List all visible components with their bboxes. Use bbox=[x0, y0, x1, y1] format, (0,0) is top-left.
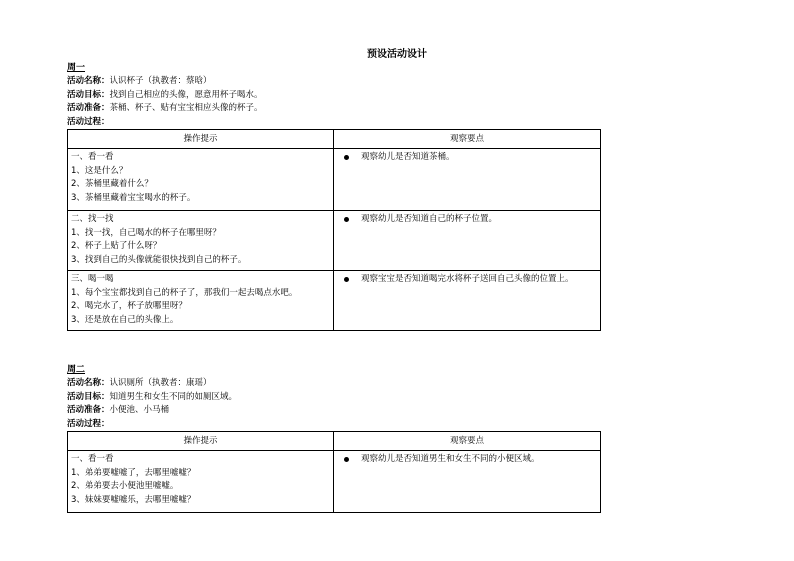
obs-text: 观察宝宝是否知道喝完水将杯子送回自己头像的位置上。 bbox=[361, 274, 574, 284]
header-ops: 操作提示 bbox=[68, 130, 334, 149]
op-step: 3、茶桶里藏着宝宝喝水的杯子。 bbox=[71, 192, 196, 203]
table-row bbox=[68, 211, 601, 271]
activity-name-value: 认识杯子（执教者：蔡晗） bbox=[109, 76, 212, 86]
activity-goal-value: 知道男生和女生不同的如厕区域。 bbox=[109, 391, 238, 402]
bullet-icon bbox=[344, 155, 349, 160]
activity-prep-line bbox=[67, 102, 607, 116]
ops-cell bbox=[68, 271, 334, 331]
activity-goal-line bbox=[67, 391, 607, 405]
activity-name-line bbox=[67, 377, 607, 391]
op-step-title: 二、找一找 bbox=[71, 214, 114, 224]
activity-prep-line bbox=[67, 404, 607, 418]
obs-item bbox=[344, 453, 597, 467]
ops-cell bbox=[68, 211, 334, 271]
activity-goal-label: 活动目标： bbox=[67, 89, 110, 100]
activity-goal-line bbox=[67, 89, 607, 103]
activity-process-label: 活动过程： bbox=[67, 116, 110, 127]
header-obs: 观察要点 bbox=[334, 130, 601, 149]
op-step: 3、找到自己的头像就能很快找到自己的杯子。 bbox=[71, 254, 247, 265]
op-step: 2、弟弟要去小便池里嘘嘘。 bbox=[71, 481, 179, 491]
obs-text: 观察幼儿是否知道自己的杯子位置。 bbox=[361, 214, 498, 224]
bullet-icon bbox=[344, 277, 349, 282]
day-label: 周一 bbox=[67, 63, 86, 73]
header-obs: 观察要点 bbox=[334, 432, 601, 451]
activity-name-value: 认识厕所（执教者：康瑶） bbox=[109, 378, 212, 388]
table-header-row bbox=[68, 130, 601, 149]
bullet-icon bbox=[344, 457, 349, 462]
op-step-title: 一、看一看 bbox=[71, 454, 114, 464]
table-row bbox=[68, 149, 601, 211]
op-step: 2、茶桶里藏着什么？ bbox=[71, 179, 153, 189]
op-step: 3、还是放在自己的头像上。 bbox=[71, 314, 179, 325]
activity-name-label: 活动名称： bbox=[67, 378, 110, 388]
activity-name-label: 活动名称： bbox=[67, 76, 110, 86]
table-row bbox=[68, 451, 601, 513]
activity-name-line bbox=[67, 75, 607, 89]
document-title: 预设活动设计 bbox=[367, 49, 427, 60]
obs-cell bbox=[334, 271, 601, 331]
obs-item bbox=[344, 273, 597, 287]
activity-prep-label: 活动准备： bbox=[67, 405, 110, 415]
activity-table bbox=[67, 129, 601, 331]
op-step-title: 一、看一看 bbox=[71, 152, 114, 162]
op-step: 2、杯子上贴了什么呀？ bbox=[71, 241, 162, 251]
table-header-row bbox=[68, 432, 601, 451]
obs-text: 观察幼儿是否知道男生和女生不同的小便区域。 bbox=[361, 454, 540, 464]
op-step: 3、妹妹要嘘嘘乐，去哪里嘘嘘？ bbox=[71, 494, 196, 505]
op-step: 1、弟弟要嘘嘘了，去哪里嘘嘘？ bbox=[71, 467, 196, 478]
activity-table bbox=[67, 431, 601, 513]
activity-process-line bbox=[67, 116, 607, 130]
obs-cell bbox=[334, 149, 601, 211]
day-label: 周二 bbox=[67, 365, 86, 375]
op-step: 1、这是什么？ bbox=[71, 165, 128, 176]
activity-prep-value: 小便池、小马桶 bbox=[109, 405, 170, 415]
op-step-title: 三、喝一喝 bbox=[71, 274, 114, 284]
table-row bbox=[68, 271, 601, 331]
activity-process-label: 活动过程： bbox=[67, 418, 110, 429]
obs-cell bbox=[334, 451, 601, 513]
header-ops: 操作提示 bbox=[68, 432, 334, 451]
obs-item bbox=[344, 151, 597, 165]
ops-cell bbox=[68, 149, 334, 211]
bullet-icon bbox=[344, 217, 349, 222]
activity-prep-label: 活动准备： bbox=[67, 103, 110, 113]
activity-goal-value: 找到自己相应的头像，愿意用杯子喝水。 bbox=[109, 89, 263, 100]
obs-cell bbox=[334, 211, 601, 271]
activity-goal-label: 活动目标： bbox=[67, 391, 110, 402]
week-section-monday bbox=[67, 62, 607, 331]
op-step: 1、每个宝宝都找到自己的杯子了，那我们一起去喝点水吧。 bbox=[71, 287, 298, 298]
op-step: 2、喝完水了，杯子放哪里呀？ bbox=[71, 301, 187, 311]
activity-process-line bbox=[67, 418, 607, 432]
obs-item bbox=[344, 213, 597, 227]
ops-cell bbox=[68, 451, 334, 513]
obs-text: 观察幼儿是否知道茶桶。 bbox=[361, 152, 455, 162]
week-section-tuesday bbox=[67, 364, 607, 513]
activity-prep-value: 茶桶、杯子、贴有宝宝相应头像的杯子。 bbox=[109, 103, 263, 113]
op-step: 1、找一找，自己喝水的杯子在哪里呀？ bbox=[71, 227, 221, 238]
